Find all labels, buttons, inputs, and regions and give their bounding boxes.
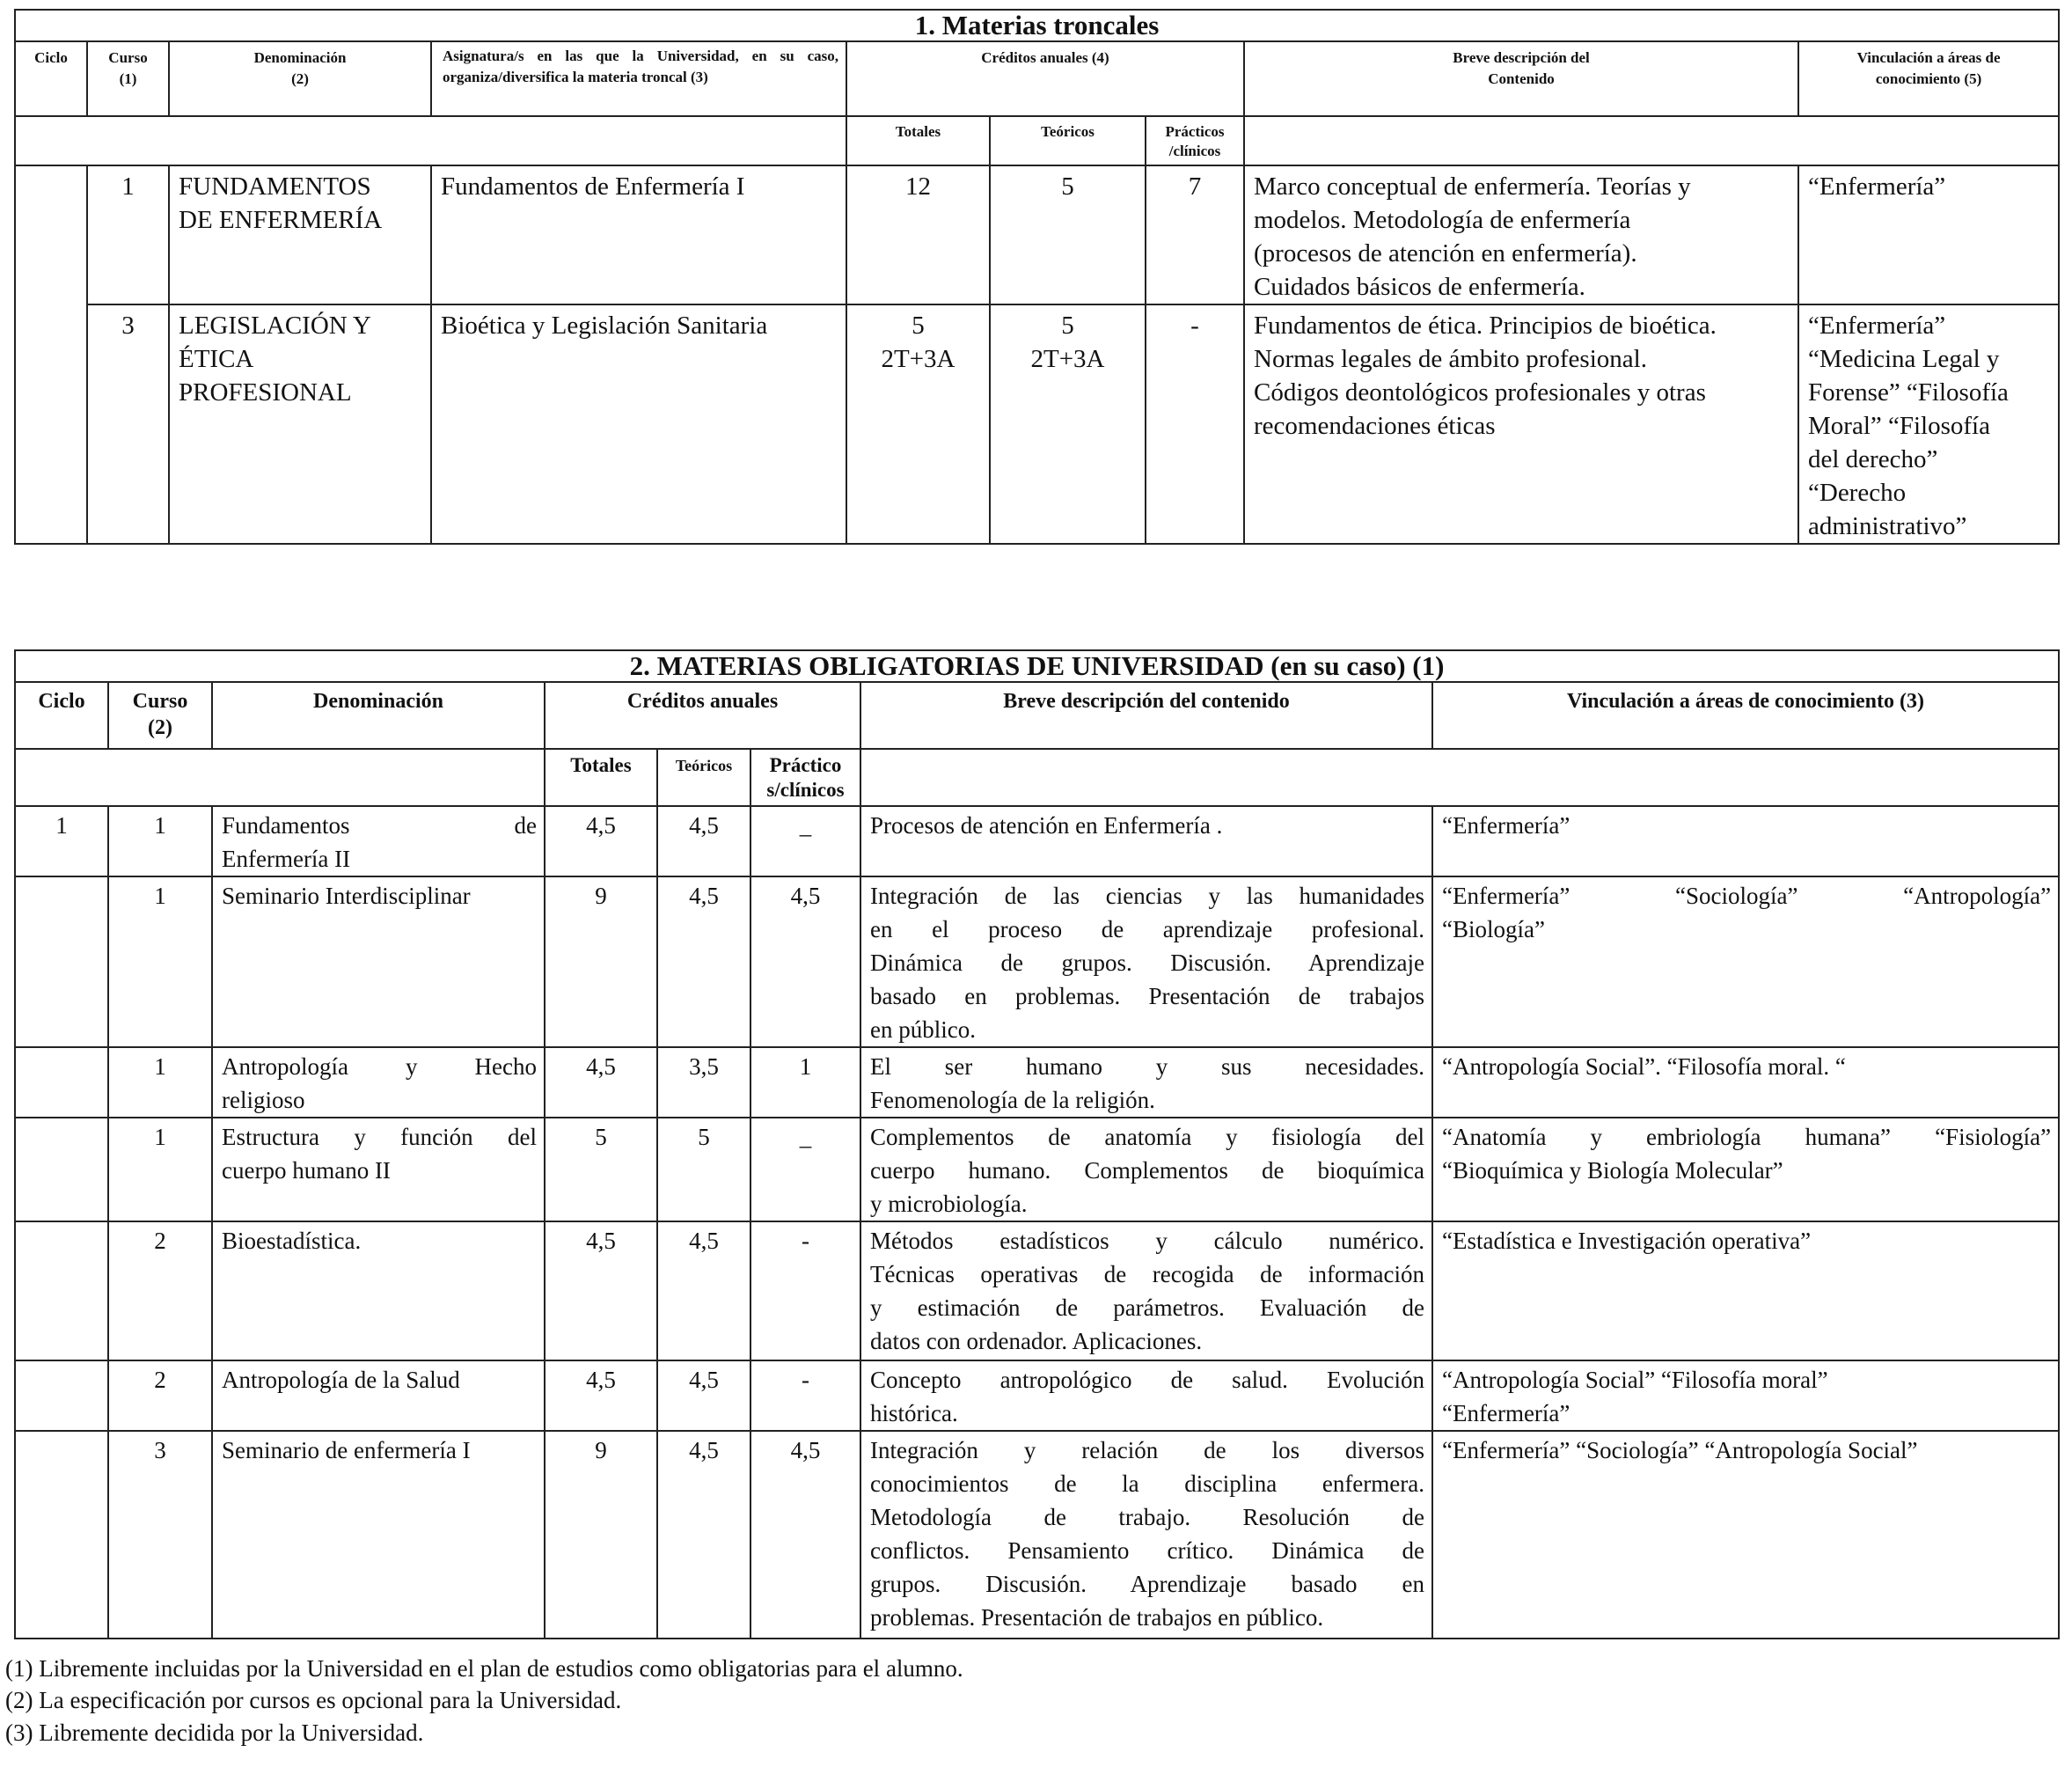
descripcion-cell: El ser humano y sus necesidades. Fenomenología de la religión. [860, 1047, 1432, 1118]
header-denominacion: Denominación (2) [169, 41, 431, 116]
subheader-blank-right [860, 749, 2059, 806]
teoricos-cell: 4,5 [657, 876, 750, 1047]
teoricos-cell: 5 [990, 165, 1146, 304]
ciclo-cell [15, 1047, 108, 1118]
totales-cell: 5 [545, 1118, 657, 1221]
descripcion-cell: Complementos de anatomía y fisiología del cuerpo humano. Complementos de bioquímica y microbiología. [860, 1118, 1432, 1221]
totales-cell: 4,5 [545, 1047, 657, 1118]
denominacion-cell: FUNDAMENTOS DE ENFERMERÍA [169, 165, 431, 304]
vinculacion-cell: “Antropología Social”. “Filosofía moral. “ [1432, 1047, 2059, 1118]
table1-title: 1. Materias troncales [15, 10, 2059, 41]
ciclo-cell: 1 [15, 806, 108, 876]
header-vinculacion: Vinculación a áreas de conocimiento (3) [1432, 682, 2059, 749]
curso-cell: 3 [87, 304, 169, 544]
header-totales: Totales [846, 116, 990, 165]
table-row [15, 165, 2059, 304]
subheader-blank [15, 749, 545, 806]
header-denominacion: Denominación [212, 682, 545, 749]
ciclo-cell [15, 876, 108, 1047]
teoricos-cell: 5 [657, 1118, 750, 1221]
ciclo-cell [15, 165, 87, 544]
totales-cell: 5 2T+3A [846, 304, 990, 544]
table-row [15, 1221, 2059, 1360]
denominacion-cell: Seminario Interdisciplinar [212, 876, 545, 1047]
totales-cell: 9 [545, 876, 657, 1047]
table-row [15, 1047, 2059, 1118]
footnote: (2) La especificación por cursos es opcional para la Universidad. [5, 1687, 622, 1713]
vinculacion-cell: “Enfermería” “Medicina Legal y Forense” “Filosofía Moral” “Filosofía del derecho” “Derecho administrativo” [1798, 304, 2059, 544]
curso-cell: 2 [108, 1221, 212, 1360]
practicos-cell: - [1146, 304, 1244, 544]
totales-cell: 9 [545, 1431, 657, 1639]
vinculacion-cell: “Antropología Social” “Filosofía moral” “Enfermería” [1432, 1360, 2059, 1431]
asignatura-cell: Fundamentos de Enfermería I [431, 165, 846, 304]
totales-cell: 4,5 [545, 806, 657, 876]
ciclo-cell [15, 1431, 108, 1639]
table-row [15, 876, 2059, 1047]
header-asignaturas: Asignatura/s en las que la Universidad, en su caso, organiza/diversifica la materia troncal (3) [431, 41, 846, 116]
totales-cell: 4,5 [545, 1221, 657, 1360]
subheader-blank [15, 116, 846, 165]
totales-cell: 12 [846, 165, 990, 304]
header-curso: Curso (2) [108, 682, 212, 749]
teoricos-cell: 4,5 [657, 1360, 750, 1431]
practicos-cell: 4,5 [750, 876, 860, 1047]
table-row [15, 1118, 2059, 1221]
curso-cell: 1 [108, 806, 212, 876]
table-row [15, 1360, 2059, 1431]
teoricos-cell: 4,5 [657, 1221, 750, 1360]
practicos-cell: _ [750, 1118, 860, 1221]
footnote: (1) Libremente incluidas por la Universidad en el plan de estudios como obligatorias para el alumno. [5, 1655, 963, 1682]
vinculacion-cell: “Anatomía y embriología humana” “Fisiología” “Bioquímica y Biología Molecular” [1432, 1118, 2059, 1221]
header-descripcion: Breve descripción del Contenido [1244, 41, 1798, 116]
ciclo-cell [15, 1118, 108, 1221]
curso-cell: 1 [108, 1118, 212, 1221]
vinculacion-cell: “Enfermería” [1798, 165, 2059, 304]
asignatura-cell: Bioética y Legislación Sanitaria [431, 304, 846, 544]
table-materias-troncales [14, 9, 2060, 545]
vinculacion-cell: “Enfermería” “Sociología” “Antropología Social” [1432, 1431, 2059, 1639]
header-practicos: Prácticos /clínicos [1146, 116, 1244, 165]
descripcion-cell: Métodos estadísticos y cálculo numérico. Técnicas operativas de recogida de información y estimación de parámetros. Evaluación de datos con ordenador. Aplicaciones. [860, 1221, 1432, 1360]
table-row [15, 304, 2059, 544]
header-teoricos: Teóricos [657, 749, 750, 806]
header-totales: Totales [545, 749, 657, 806]
teoricos-cell: 3,5 [657, 1047, 750, 1118]
teoricos-cell: 5 2T+3A [990, 304, 1146, 544]
denominacion-cell: Estructura y función del cuerpo humano II [212, 1118, 545, 1221]
vinculacion-cell: “Enfermería” [1432, 806, 2059, 876]
denominacion-cell: Bioestadística. [212, 1221, 545, 1360]
denominacion-cell: Fundamentos de Enfermería II [212, 806, 545, 876]
header-creditos: Créditos anuales [545, 682, 860, 749]
practicos-cell: - [750, 1360, 860, 1431]
header-teoricos: Teóricos [990, 116, 1146, 165]
subheader-blank-right [1244, 116, 2059, 165]
teoricos-cell: 4,5 [657, 806, 750, 876]
table-row [15, 806, 2059, 876]
header-ciclo: Ciclo [15, 41, 87, 116]
curso-cell: 1 [87, 165, 169, 304]
denominacion-cell: Antropología y Hecho religioso [212, 1047, 545, 1118]
curso-cell: 1 [108, 876, 212, 1047]
descripcion-cell: Procesos de atención en Enfermería . [860, 806, 1432, 876]
footnote: (3) Libremente decidida por la Universidad. [5, 1719, 424, 1746]
ciclo-cell [15, 1360, 108, 1431]
descripcion-cell: Fundamentos de ética. Principios de bioética. Normas legales de ámbito profesional. Códigos deontológicos profesionales y otras recomendaciones éticas [1244, 304, 1798, 544]
practicos-cell: - [750, 1221, 860, 1360]
descripcion-cell: Marco conceptual de enfermería. Teorías y modelos. Metodología de enfermería (procesos de atención en enfermería). Cuidados básicos de enfermería. [1244, 165, 1798, 304]
header-vinculacion: Vinculación a áreas de conocimiento (5) [1798, 41, 2059, 116]
denominacion-cell: LEGISLACIÓN Y ÉTICA PROFESIONAL [169, 304, 431, 544]
teoricos-cell: 4,5 [657, 1431, 750, 1639]
denominacion-cell: Antropología de la Salud [212, 1360, 545, 1431]
header-creditos: Créditos anuales (4) [846, 41, 1244, 116]
curso-cell: 3 [108, 1431, 212, 1639]
practicos-cell: 7 [1146, 165, 1244, 304]
header-ciclo: Ciclo [15, 682, 108, 749]
vinculacion-cell: “Estadística e Investigación operativa” [1432, 1221, 2059, 1360]
table-materias-obligatorias [14, 649, 2060, 1639]
practicos-cell: _ [750, 806, 860, 876]
denominacion-cell: Seminario de enfermería I [212, 1431, 545, 1639]
ciclo-cell [15, 1221, 108, 1360]
table2-title: 2. MATERIAS OBLIGATORIAS DE UNIVERSIDAD (en su caso) (1) [15, 650, 2059, 682]
table-row [15, 1431, 2059, 1639]
totales-cell: 4,5 [545, 1360, 657, 1431]
practicos-cell: 4,5 [750, 1431, 860, 1639]
practicos-cell: 1 [750, 1047, 860, 1118]
descripcion-cell: Concepto antropológico de salud. Evolución histórica. [860, 1360, 1432, 1431]
curso-cell: 2 [108, 1360, 212, 1431]
vinculacion-cell: “Enfermería” “Sociología” “Antropología” “Biología” [1432, 876, 2059, 1047]
header-practicos: Práctico s/clínicos [750, 749, 860, 806]
descripcion-cell: Integración de las ciencias y las humanidades en el proceso de aprendizaje profesional. Dinámica de grupos. Discusión. Aprendizaje basado en problemas. Presentación de trabajos en público. [860, 876, 1432, 1047]
descripcion-cell: Integración y relación de los diversos conocimientos de la disciplina enfermera. Metodología de trabajo. Resolución de conflictos. Pensamiento crítico. Dinámica de grupos. Discusión. Aprendizaje basado en problemas. Presentación de trabajos en público. [860, 1431, 1432, 1639]
curso-cell: 1 [108, 1047, 212, 1118]
header-descripcion: Breve descripción del contenido [860, 682, 1432, 749]
header-curso: Curso (1) [87, 41, 169, 116]
